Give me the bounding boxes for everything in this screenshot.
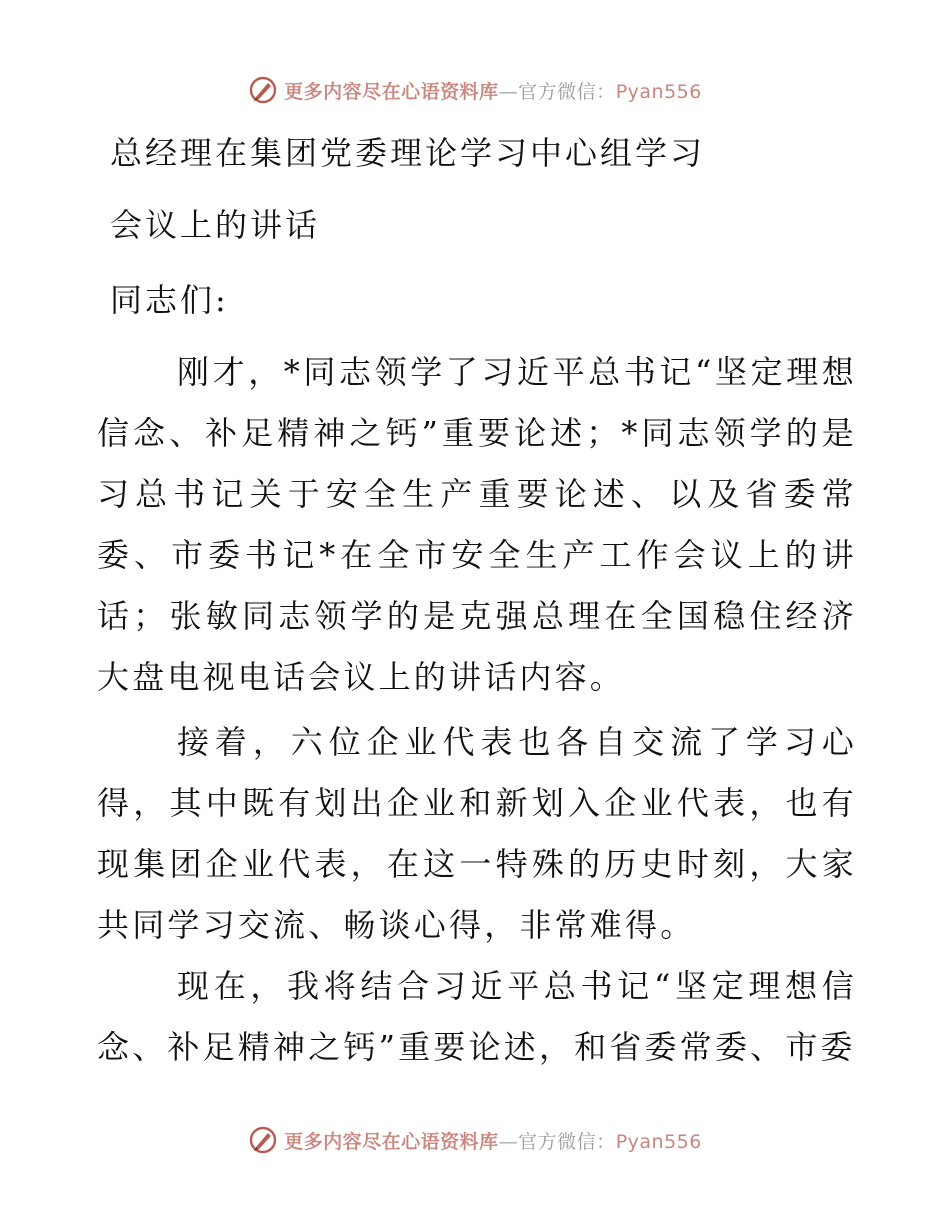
watermark-text: 更多内容尽在心语资料库—官方微信：Pyan556 <box>284 80 702 103</box>
footer-watermark <box>0 1120 950 1160</box>
paragraph-2: 接着，六位企业代表也各自交流了学习心得，其中既有划出企业和新划入企业代表，也有现集团企业代表，在这一特殊的历史时刻，大家共同学习交流、畅谈心得，非常难得。 <box>97 723 857 944</box>
pen-logo-icon <box>248 75 278 105</box>
paragraph-1: 刚才，*同志领学了习近平总书记“坚定理想信念、补足精神之钙”重要论述；*同志领学的是习总书记关于安全生产重要论述、以及省委常委、市委书记*在全市安全生产工作会议上的讲话；张敏同志领学的是克强总理在全国稳住经济大盘电视电话会议上的讲话内容。 <box>97 353 857 696</box>
header-watermark <box>0 70 950 110</box>
salutation: 同志们: <box>110 281 229 319</box>
pen-logo-icon <box>248 1125 278 1155</box>
document-title-line-2: 会议上的讲话 <box>110 206 321 244</box>
document-title-line-1: 总经理在集团党委理论学习中心组学习 <box>110 134 706 172</box>
watermark-text: 更多内容尽在心语资料库—官方微信：Pyan556 <box>284 1130 702 1153</box>
paragraph-3: 现在，我将结合习近平总书记“坚定理想信念、补足精神之钙”重要论述，和省委常委、市委 <box>97 967 857 1066</box>
